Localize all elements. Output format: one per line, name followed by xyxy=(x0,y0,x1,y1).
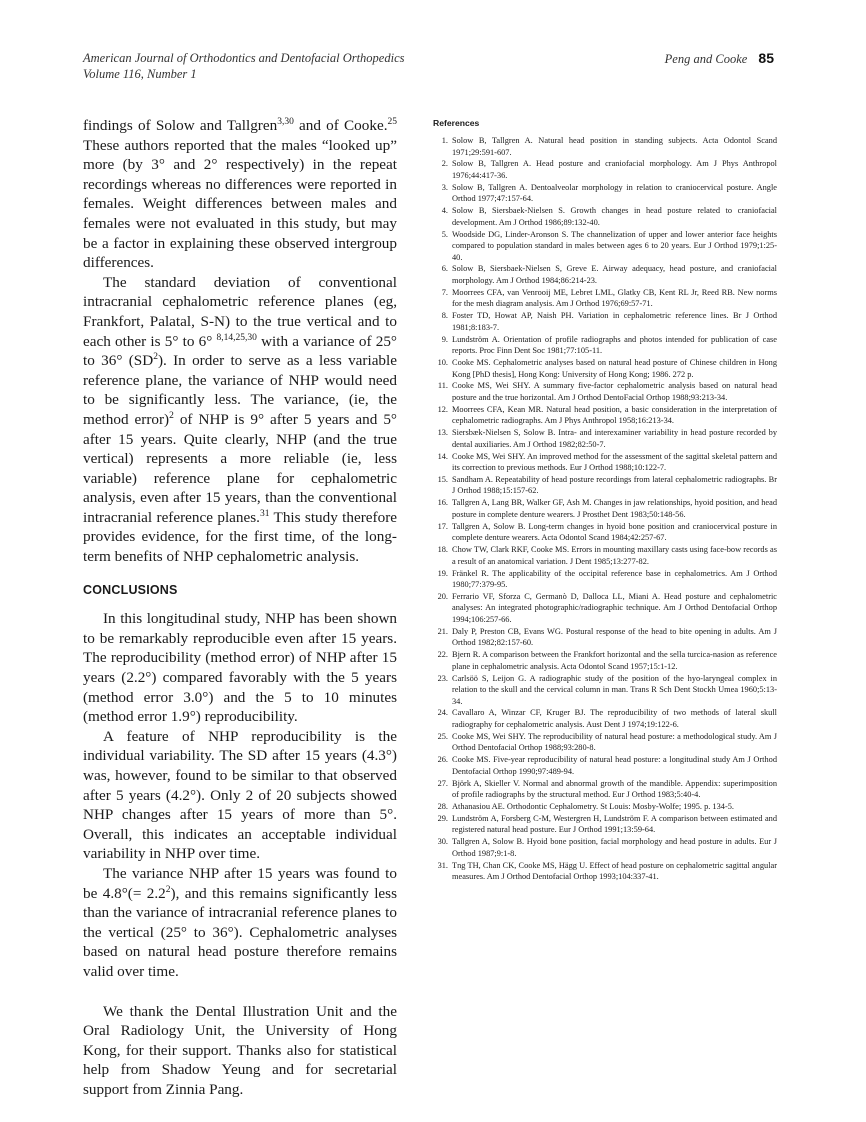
reference-number: 29. xyxy=(437,813,448,823)
reference-item xyxy=(433,591,777,626)
reference-text: Solow B, Tallgren A. Head posture and craniofacial morphology. Am J Phys Anthropol 1976;44:417-36. xyxy=(452,159,777,180)
reference-item xyxy=(433,544,777,567)
reference-number: 13. xyxy=(437,428,448,438)
reference-number: 11. xyxy=(437,381,448,391)
reference-text: Cooke MS, Wei SHY. The reproducibility of natural head posture: a methodological study. Am J Orthod Dentofacial Orthop 1988;93:280-8. xyxy=(452,731,777,753)
acknowledgment-paragraph: We thank the Dental Illustration Unit and the Oral Radiology Unit, the University of Hong Kong, for their support. Thanks also for statistical help from Shadow Yeung and for secretarial support from Zinnia Pang. xyxy=(83,1002,397,1098)
reference-item xyxy=(433,404,777,427)
reference-item xyxy=(433,474,777,497)
reference-number: 20. xyxy=(437,591,448,601)
reference-text: Moorrees CFA, van Venrooij ME, Lebret LML, Glatky CB, Kent RL Jr, Reed RB. New norms for the mesh diagram analysis. Am J Orthod 1976;69:57-71. xyxy=(452,287,777,309)
citation-superscript: 2 xyxy=(165,884,171,895)
paragraph-text: The standard deviation of conventional intracranial cephalometric reference planes (eg, Frankfort, Palatal, S-N) to the true vertical and to each other is 5° to 6° xyxy=(83,273,397,350)
reference-text: Cooke MS. Cephalometric analyses based on natural head posture of Chinese children in Hong Kong [PhD thesis], Hong Kong: University of Hong Kong; 1986. 272 p. xyxy=(452,358,777,379)
reference-item xyxy=(433,801,777,813)
reference-item xyxy=(433,521,777,544)
reference-number: 3. xyxy=(441,182,448,192)
page-number: 85 xyxy=(758,50,774,66)
reference-item xyxy=(433,334,777,357)
reference-text: Athanasiou AE. Orthodontic Cephalometry. St Louis: Mosby-Wolfe; 1995. p. 134-5. xyxy=(452,802,734,812)
reference-number: 9. xyxy=(441,334,448,344)
reference-item xyxy=(433,813,777,836)
reference-number: 2. xyxy=(441,159,448,169)
reference-text: Lundström A. Orientation of profile radiographs and photos intended for publication of case reports. Proc Finn Dent Soc 1981;77:105-11. xyxy=(452,334,777,356)
reference-number: 5. xyxy=(441,229,448,239)
reference-item xyxy=(433,158,777,181)
reference-number: 6. xyxy=(441,264,448,274)
journal-volume: Volume 116, Number 1 xyxy=(83,67,197,81)
reference-text: Foster TD, Howat AP, Naish PH. Variation in cephalometric reference lines. Br J Orthod 1981;8:183-7. xyxy=(452,311,777,332)
reference-item xyxy=(433,860,777,883)
paragraph-text: with a variance of 25° to 36° (SD xyxy=(83,332,397,370)
reference-number: 17. xyxy=(437,521,448,531)
references-heading: References xyxy=(433,118,480,128)
reference-item xyxy=(433,287,777,310)
citation-superscript: 31 xyxy=(259,508,270,519)
references-column xyxy=(433,118,777,883)
reference-number: 16. xyxy=(437,498,448,508)
reference-number: 14. xyxy=(437,451,448,461)
reference-item xyxy=(433,310,777,333)
paragraph xyxy=(83,864,397,982)
reference-item xyxy=(433,135,777,158)
paragraph-text: ). In order to serve as a less variable reference plane, the variance of NHP would need to be significantly less. The variance, (ie, the method error) xyxy=(83,352,397,428)
reference-text: Solow B, Siersbaek-Nielsen S. Growth changes in head posture related to craniofacial development. Am J Orthod 1986;89:132-40. xyxy=(452,206,777,227)
paragraph xyxy=(83,727,397,864)
reference-text: Tng TH, Chan CK, Cooke MS, Hägg U. Effect of head posture on cephalometric sagittal angular measures. Am J Orthod Dentofacial Orthop 1993;104:337-41. xyxy=(452,860,777,882)
reference-text: Woodside DG, Linder-Aronson S. The channelization of upper and lower anterior face heights compared to population standard in males between ages 6 to 20 years. Eur J Orthod 1979;1:25-40. xyxy=(452,229,777,262)
citation-superscript: 3,30 xyxy=(277,117,294,127)
reference-text: Cooke MS, Wei SHY. A summary five-factor cephalometric analysis based on natural head posture and the true horizontal. Am J Orthod DentoFacial Orthop 1988;93:213-34. xyxy=(452,381,777,402)
reference-text: Carlsöö S, Leijon G. A radiographic study of the position of the hyo-laryngeal complex in relation to the skull and the cervical column in man. Trans R Sch Dent Stockh Umea 1960;5:13-34. xyxy=(452,673,777,706)
reference-item xyxy=(433,568,777,591)
paragraph xyxy=(83,116,397,273)
reference-item xyxy=(433,649,777,672)
reference-text: Tallgren A, Solow B. Hyoid bone position, facial morphology and head posture in adults. Eur J Orthod 1987;9:1-8. xyxy=(452,837,777,858)
citation-superscript: 2 xyxy=(153,352,158,363)
reference-number: 28. xyxy=(437,802,448,812)
paragraph-text: ), and this remains significantly less than the variance of intracranial reference planes to the vertical (25° to 36°). Cephalometric analyses based on natural head posture therefore remains valid over time. xyxy=(83,884,397,980)
paragraph-text: This study therefore provides evidence, for the first time, of the long-term benefits of NHP cephalometric analysis. xyxy=(83,508,397,566)
reference-number: 23. xyxy=(437,673,448,683)
paragraph-text: These authors reported that the males “looked up” more (by 3° and 2° respectively) in the repeat recordings whereas no differences were reported in females. Weight differences between males and females were not evaluated in this study, but may be a factor in explaining these observed intergroup differences. xyxy=(83,136,397,272)
reference-text: Daly P, Preston CB, Evans WG. Postural response of the head to bite opening in adults. Am J Orthod 1982;82:157-60. xyxy=(452,626,777,648)
paragraph xyxy=(83,273,397,567)
paragraph-text: A feature of NHP reproducibility is the individual variability. The SD after 15 years (4.3°) was, however, found to be similar to that observed after 5 years (4.2°). Only 2 of 20 subjects showed NHP changes after 15 years of more than 5°. Overall, this indicates an acceptable individual variability in NHP over time. xyxy=(83,727,397,863)
reference-text: Solow B, Siersbaek-Nielsen S, Greve E. Airway adequacy, head posture, and craniofacial morphology. Am J Orthod 1984;86:214-23. xyxy=(452,264,777,285)
paragraph-text: and of Cooke. xyxy=(293,117,388,134)
reference-number: 31. xyxy=(437,860,448,870)
reference-text: Björk A, Skieller V. Normal and abnormal growth of the mandible. Appendix: superimposition of profile radiographs by the structural method. Eur J Orthod 1983;5:40-4. xyxy=(452,778,777,800)
reference-number: 8. xyxy=(441,311,448,321)
citation-superscript: 8,14,25,30 xyxy=(216,332,257,343)
reference-text: Ferrario VF, Sforza C, Germanò D, Dalloca LL, Miani A. Head posture and cephalometric analyses: An integrated photographic/radiographic technique. Am J Orthod Dentofacial Orthop 1994;106:257-66. xyxy=(452,591,777,624)
reference-item xyxy=(433,229,777,264)
paragraph-text: findings of Solow and Tallgren xyxy=(83,117,278,134)
reference-item xyxy=(433,673,777,708)
reference-item xyxy=(433,357,777,380)
reference-number: 19. xyxy=(437,568,448,578)
reference-text: Fränkel R. The applicability of the occipital reference base in cephalometrics. Am J Orthod 1980;77:379-95. xyxy=(452,568,777,590)
reference-item xyxy=(433,754,777,777)
reference-text: Solow B, Tallgren A. Natural head position in standing subjects. Acta Odontol Scand 1971;29:591-607. xyxy=(452,136,777,157)
reference-item xyxy=(433,731,777,754)
reference-item xyxy=(433,778,777,801)
conclusions-text xyxy=(83,609,397,981)
references-list xyxy=(433,135,777,883)
reference-item xyxy=(433,626,777,649)
reference-number: 27. xyxy=(437,778,448,788)
reference-number: 18. xyxy=(437,545,448,555)
paragraph xyxy=(83,609,397,727)
reference-text: Bjern R. A comparison between the Frankfort horizontal and the sella turcica-nasion as reference plane in cephalometric analysis. Acta Odontol Scand 1957;15:1-12. xyxy=(452,650,777,671)
paragraph-text: of NHP is 9° after 5 years and 5° after 15 years. Quite clearly, NHP (and the true vertical) represents a more reliable (ie, less variable) reference plane for cephalometric analysis, even after 15 years, than the conventional intracranial reference planes. xyxy=(83,410,397,526)
discussion-text xyxy=(83,116,397,567)
conclusions-heading: CONCLUSIONS xyxy=(83,582,178,597)
reference-item xyxy=(433,707,777,730)
reference-text: Tallgren A, Lang BR, Walker GF, Ash M. Changes in jaw relationships, hyoid position, and head posture in complete denture wearers. J Prosthet Dent 1983;50:148-56. xyxy=(452,498,777,519)
reference-item xyxy=(433,263,777,286)
reference-item xyxy=(433,836,777,859)
reference-text: Cooke MS. Five-year reproducibility of natural head posture: a longitudinal study Am J Orthod Dentofacial Orthop 1990;97:489-94. xyxy=(452,755,777,776)
reference-number: 7. xyxy=(441,287,448,297)
running-header-page xyxy=(665,50,774,67)
paragraph-text: The variance NHP after 15 years was found to be 4.8°(= 2.2 xyxy=(83,864,397,902)
reference-item xyxy=(433,497,777,520)
reference-text: Solow B, Tallgren A. Dentoalveolar morphology in relation to craniocervical posture. Angle Orthod 1977;47:157-64. xyxy=(452,182,777,204)
reference-number: 12. xyxy=(437,404,448,414)
reference-item xyxy=(433,427,777,450)
reference-text: Chow TW, Clark RKF, Cooke MS. Errors in mounting maxillary casts using face-bow records as a result of an anatomical variation. J Dent 1985;13:277-82. xyxy=(452,545,777,566)
citation-superscript: 2 xyxy=(169,410,174,421)
reference-number: 25. xyxy=(437,731,448,741)
paragraph-text: In this longitudinal study, NHP has been shown to be remarkably reproducible even after 15 years. The reproducibility (method error) of NHP after 15 years (2.2°) compared favorably with the 5 years (method error 3.0°) and the 5 to 10 minutes (method error 1.9°) reproducibility. xyxy=(83,610,397,726)
reference-text: Sandham A. Repeatability of head posture recordings from lateral cephalometric radiographs. Br J Orthod 1988;15:157-62. xyxy=(452,474,777,496)
reference-number: 1. xyxy=(441,136,448,145)
journal-title: American Journal of Orthodontics and Dentofacial Orthopedics xyxy=(83,51,405,65)
running-authors: Peng and Cooke xyxy=(664,52,748,66)
running-header-journal xyxy=(83,50,405,82)
body-column xyxy=(83,116,397,1100)
reference-number: 15. xyxy=(437,474,448,484)
reference-text: Cavallaro A, Winzar CF, Kruger BJ. The reproducibility of two methods of lateral skull radiography for cephalometric analysis. Aust Dent J 1974;19:122-6. xyxy=(452,708,777,729)
reference-item xyxy=(433,205,777,228)
reference-text: Siersbæk-Nielsen S, Solow B. Intra- and interexaminer variability in head posture recorded by dental auxiliaries. Am J Orthod 1982;82:50-7. xyxy=(452,428,777,449)
reference-item xyxy=(433,451,777,474)
reference-text: Tallgren A, Solow B. Long-term changes in hyoid bone position and craniocervical posture in complete denture wearers. Acta Odontol Scand 1984;42:257-67. xyxy=(452,521,777,543)
reference-number: 26. xyxy=(437,755,448,765)
citation-superscript: 25 xyxy=(387,117,398,127)
reference-number: 24. xyxy=(437,708,448,718)
reference-item xyxy=(433,380,777,403)
reference-number: 30. xyxy=(437,837,448,847)
reference-text: Cooke MS, Wei SHY. An improved method for the assessment of the sagittal skeletal pattern and its correction to previous methods. Eur J Orthod 1988;10:122-7. xyxy=(452,451,777,473)
reference-number: 22. xyxy=(437,650,448,660)
reference-number: 21. xyxy=(437,626,448,636)
reference-number: 4. xyxy=(441,206,448,216)
reference-number: 10. xyxy=(437,358,448,368)
reference-item xyxy=(433,182,777,205)
reference-text: Lundström A, Forsberg C-M, Westergren H, Lundström F. A comparison between estimated and registered natural head posture. Eur J Orthod 1991;13:59-64. xyxy=(452,813,777,835)
reference-text: Moorrees CFA, Kean MR. Natural head position, a basic consideration in the interpretation of cephalometric radiographs. Am J Phys Anthropol 1958;16:213-34. xyxy=(452,404,777,426)
